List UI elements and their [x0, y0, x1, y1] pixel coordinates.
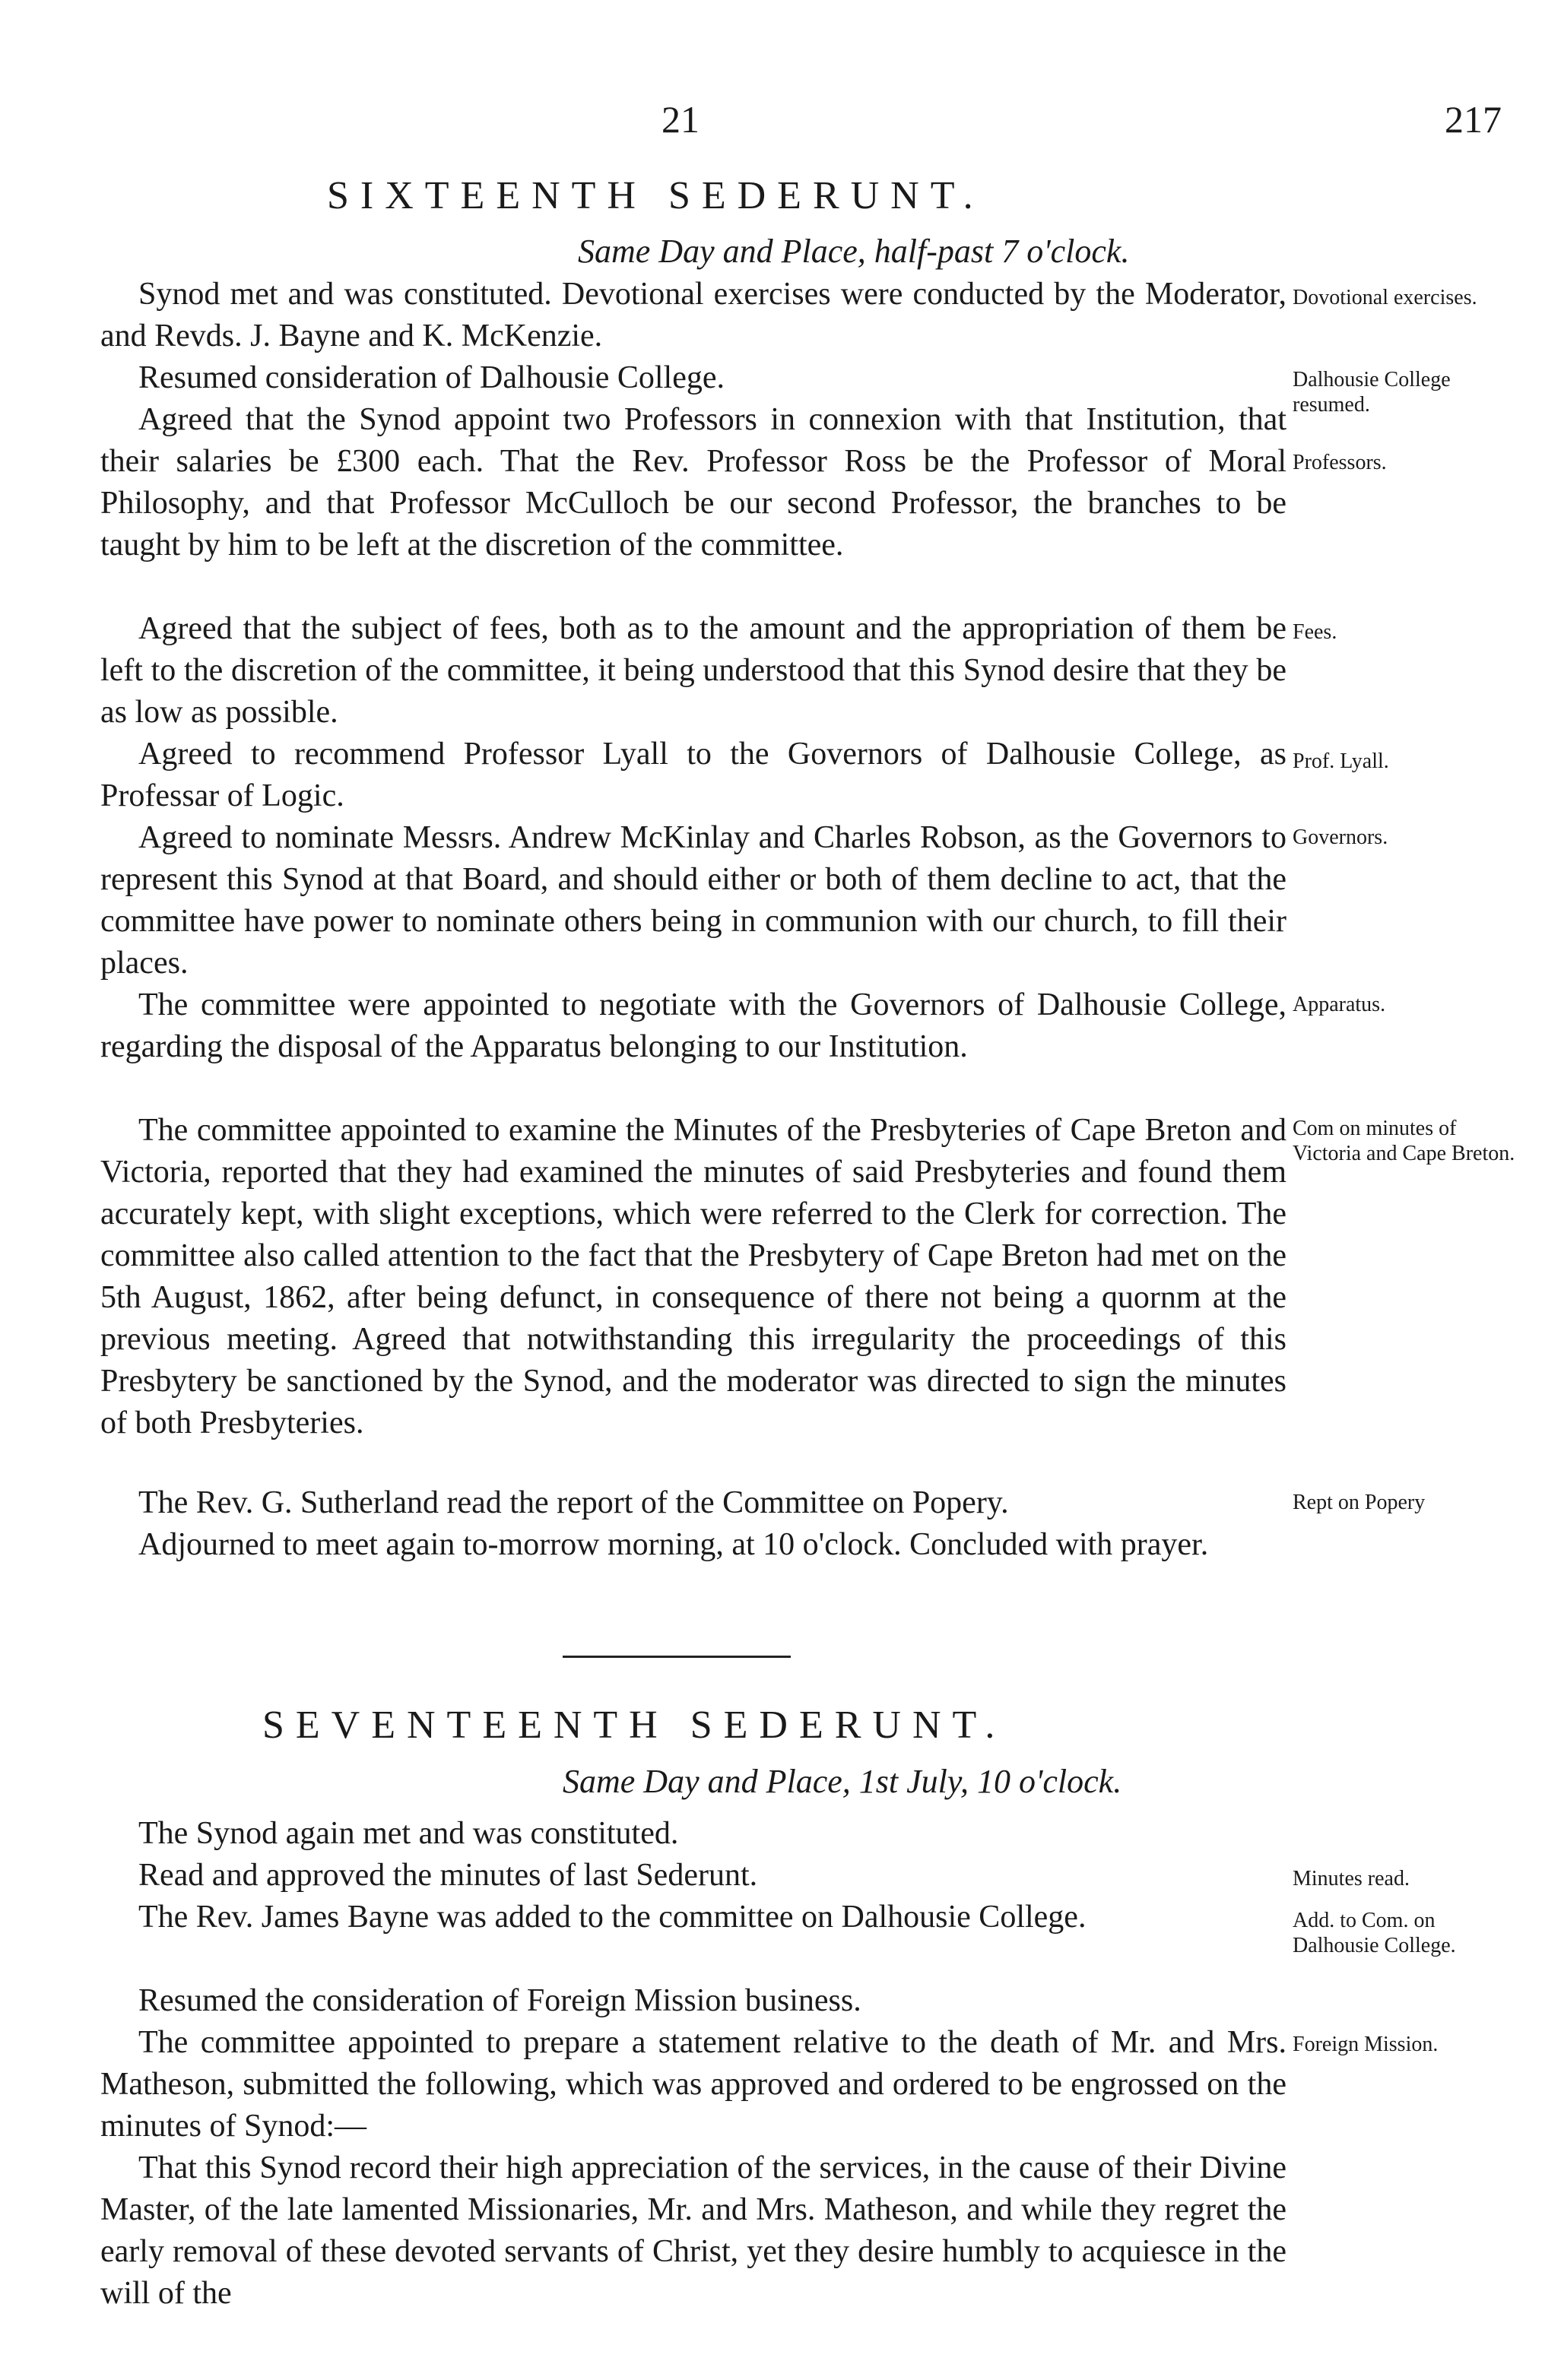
paragraph: The committee appointed to examine the Minutes of the Presbyteries of Cape Breton and Victoria, reported that they had examined the minutes of said Presbyteries and found them accurately kept, with slight exceptions, which were referred to the Clerk for correction. The committee also called attention to the fact that the Presbytery of Cape Breton had met on the 5th August, 1862, after being defunct, in consequence of there not being a quornm at the previous meeting. Agreed that notwithstanding this irregularity the proceedings of this Presbytery be sanctioned by the Synod, and the moderator was directed to sign the minutes of both Presbyteries.	[100, 1113, 1286, 1440]
paragraph: That this Synod record their high appreciation of the services, in the cause of their Divine Master, of the late lamented Missionaries, Mr. and Mrs. Matheson, and while they regret the early removal of these devoted servants of Christ, yet they desire humbly to acquiesce in the will of the	[100, 2150, 1286, 2311]
paragraph: Resumed the consideration of Foreign Mission business.	[138, 1983, 861, 2018]
margin-note: Add. to Com. on Dalhousie College.	[1293, 1909, 1456, 1957]
section-dateline-seventeenth: Same Day and Place, 1st July, 10 o'clock.	[563, 1763, 1122, 1800]
paragraph: Agreed to recommend Professor Lyall to the Governors of Dalhousie College, as Professar of Logic.	[100, 737, 1286, 813]
section-divider	[563, 1656, 791, 1658]
margin-note: Governors.	[1293, 826, 1388, 849]
margin-note: Minutes read.	[1293, 1867, 1410, 1890]
paragraph: Read and approved the minutes of last Sederunt.	[138, 1858, 758, 1893]
margin-note: Com on minutes of Victoria and Cape Breton.	[1293, 1117, 1515, 1165]
margin-note: Prof. Lyall.	[1293, 749, 1389, 773]
margin-note: Foreign Mission.	[1293, 2033, 1439, 2056]
paragraph: Agreed that the Synod appoint two Professors in connexion with that Institution, that their salaries be £300 each. That the Rev. Professor Ross be the Professor of Moral Philosophy, and that Professor McCulloch be our second Professor, the branches to be taught by him to be left at the discretion of the committee.	[100, 402, 1286, 563]
paragraph: The committee were appointed to negotiate with the Governors of Dalhousie College, regarding the disposal of the Apparatus belonging to our Institution.	[100, 987, 1286, 1064]
section-dateline-sixteenth: Same Day and Place, half-past 7 o'clock.	[578, 233, 1130, 270]
margin-note: Rept on Popery	[1293, 1491, 1426, 1514]
paragraph: The Rev. James Bayne was added to the committee on Dalhousie College.	[138, 1900, 1087, 1935]
margin-note: Fees.	[1293, 620, 1337, 644]
paragraph: Adjourned to meet again to-morrow morning, at 10 o'clock. Concluded with prayer.	[138, 1527, 1209, 1562]
paragraph: The Rev. G. Sutherland read the report of the Committee on Popery.	[138, 1485, 1009, 1520]
margin-note: Apparatus.	[1293, 993, 1386, 1016]
paragraph: The committee appointed to prepare a statement relative to the death of Mr. and Mrs. Matheson, submitted the following, which was approved and ordered to be engrossed on the minutes of Synod:—	[100, 2025, 1286, 2144]
margin-note: Dalhousie College resumed.	[1293, 368, 1451, 417]
paragraph: Resumed consideration of Dalhousie College.	[138, 360, 725, 395]
section-heading-sixteenth: SIXTEENTH SEDERUNT.	[327, 174, 985, 217]
paragraph: Agreed that the subject of fees, both as to the amount and the appropriation of them be left to the discretion of the committee, it being understood that this Synod desire that they be as low as possible.	[100, 611, 1286, 730]
page-number-right: 217	[1445, 98, 1502, 141]
paragraph: The Synod again met and was constituted.	[138, 1816, 679, 1851]
paragraph: Synod met and was constituted. Devotional exercises were conducted by the Moderator, and Revds. J. Bayne and K. McKenzie.	[100, 277, 1286, 353]
margin-note: Professors.	[1293, 451, 1387, 474]
paragraph: Agreed to nominate Messrs. Andrew McKinlay and Charles Robson, as the Governors to represent this Synod at that Board, and should either or both of them decline to act, that the committee have power to nominate others being in communion with our church, to fill their places.	[100, 820, 1286, 981]
margin-note: Dovotional exercises.	[1293, 286, 1477, 309]
page-number-center: 21	[661, 98, 700, 141]
section-heading-seventeenth: SEVENTEENTH SEDERUNT.	[262, 1703, 1007, 1747]
